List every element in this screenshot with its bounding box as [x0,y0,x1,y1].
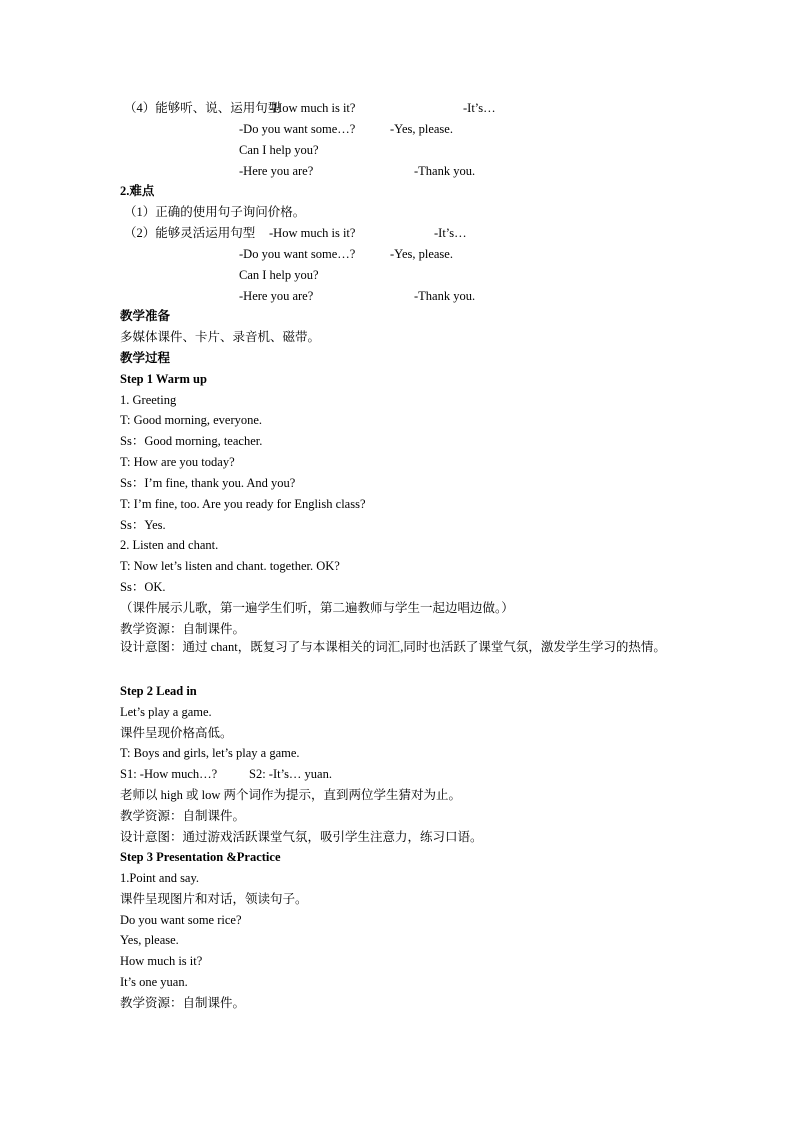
objective-4-question-1: -How much is it? [269,101,356,115]
preparation-text: 多媒体课件、卡片、录音机、磁带。 [120,330,321,344]
step3-title: Step 3 Presentation &Practice [120,850,281,864]
step3-line: How much is it? [120,954,203,968]
objective-4-answer-4: -Thank you. [414,164,476,178]
step2-line: 老师以 high 或 low 两个词作为提示，直到两位学生猜对为止。 [120,788,461,802]
difficulty-2-label: （2）能够灵活运用句型 [124,226,256,240]
step3-line: Do you want some rice? [120,913,242,927]
preparation-heading: 教学准备 [120,309,171,323]
difficulty-2-question-2: -Do you want some…? [239,247,356,261]
step2-s1-line: S1: -How much…? [120,767,218,781]
objective-4-question-3: Can I help you? [239,143,319,157]
step3-line: 教学资源：自制课件。 [120,996,246,1010]
step1-line: 2. Listen and chant. [120,538,219,552]
step1-line: Ss：Good morning, teacher. [120,434,263,448]
step1-line: 1. Greeting [120,393,177,407]
step1-line: T: How are you today? [120,455,235,469]
objective-4-answer-2: -Yes, please. [390,122,453,136]
process-heading: 教学过程 [120,351,171,365]
step2-title: Step 2 Lead in [120,684,197,698]
step2-line: 课件呈现价格高低。 [120,726,233,740]
step2-line: T: Boys and girls, let’s play a game. [120,746,300,760]
difficulty-2-question-4: -Here you are? [239,289,314,303]
difficulty-2-answer-2: -Yes, please. [390,247,453,261]
objective-4-question-4: -Here you are? [239,164,314,178]
step1-design-intent: 设计意图：通过 chant，既复习了与本课相关的词汇,同时也活跃了课堂气氛，激发学生学习的热情。 [120,640,666,654]
objective-4-answer-1: -It’s… [463,101,496,115]
step1-line: Ss：Yes. [120,518,166,532]
step3-line: 课件呈现图片和对话，领读句子。 [120,892,308,906]
objective-4-question-2: -Do you want some…? [239,122,356,136]
step3-line: 1.Point and say. [120,871,200,885]
step1-line: T: I’m fine, too. Are you ready for English class? [120,497,366,511]
step1-title: Step 1 Warm up [120,372,207,386]
difficulties-heading: 2.难点 [120,184,155,198]
step3-line: Yes, please. [120,933,179,947]
difficulty-2-answer-1: -It’s… [434,226,467,240]
step1-line: Ss：I’m fine, thank you. And you? [120,476,296,490]
difficulty-1: （1）正确的使用句子询问价格。 [124,205,306,219]
difficulty-2-answer-4: -Thank you. [414,289,476,303]
step2-s2-line: S2: -It’s… yuan. [249,767,332,781]
step1-line: 教学资源：自制课件。 [120,622,246,636]
difficulty-2-question-3: Can I help you? [239,268,319,282]
step2-line: 教学资源：自制课件。 [120,809,246,823]
step1-line: Ss：OK. [120,580,166,594]
difficulty-2-question-1: -How much is it? [269,226,356,240]
step1-line: T: Good morning, everyone. [120,413,263,427]
step2-line: 设计意图：通过游戏活跃课堂气氛，吸引学生注意力，练习口语。 [120,830,483,844]
step2-line: Let’s play a game. [120,705,212,719]
step1-line: T: Now let’s listen and chant. together. OK? [120,559,340,573]
step3-line: It’s one yuan. [120,975,188,989]
step1-line: （课件展示儿歌，第一遍学生们听，第二遍教师与学生一起边唱边做。） [120,601,514,615]
objective-4-label: （4）能够听、说、运用句型 [124,101,281,115]
